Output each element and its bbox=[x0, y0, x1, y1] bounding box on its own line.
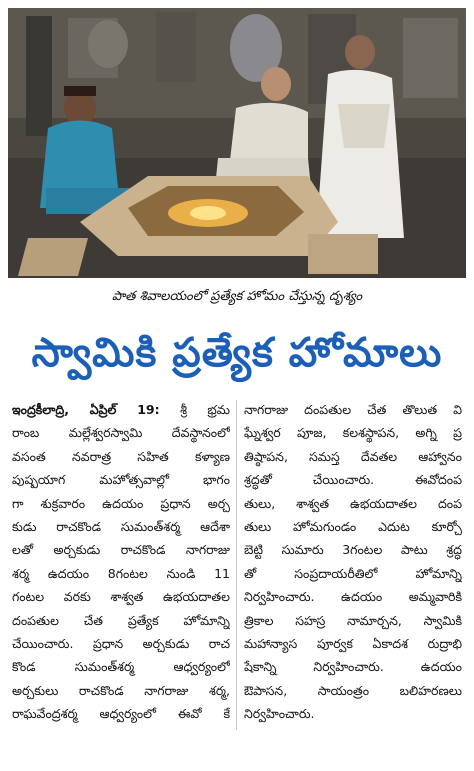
article-line: దంపతుల చేత ప్రత్యేక హోమాన్ని bbox=[12, 612, 230, 628]
article-body bbox=[12, 398, 462, 738]
article-line: తులు హోమగుండం ఎదుట కూర్చో bbox=[244, 519, 462, 535]
article-line: నిర్వహించారు. ఉదయం అమ్మవారికి bbox=[244, 589, 462, 605]
article-line: గంటల వరకు శాశ్వత ఉభయదాతల bbox=[12, 589, 230, 605]
article-line: లతో అర్చకుడు రాచకొండ నాగరాజు bbox=[12, 542, 230, 558]
article-line: నిర్వహించారు. bbox=[244, 706, 315, 722]
article-line: వసంత నవరాత్ర సహిత కళ్యాణ bbox=[12, 448, 230, 464]
article-line: శ్రద్ధతో చేయించారు. ఈవోదంప bbox=[244, 472, 462, 488]
article-line: రాఘవేంద్రశర్మ ఆధ్వర్యంలో ఈవో కే bbox=[12, 706, 230, 722]
article-line: ఘ్నేశ్వర పూజ, కలశస్థాపన, అగ్ని ప్ర bbox=[244, 425, 462, 441]
article-line: తిష్ఠాపన, సమస్త దేవతల ఆహ్వానం bbox=[244, 448, 462, 464]
article-line: షేకాన్ని నిర్వహించారు. ఉదయం bbox=[244, 659, 462, 675]
ritual-photo bbox=[8, 8, 466, 278]
article-line: నాగరాజు దంపతుల చేత తొలుత వి bbox=[244, 402, 462, 417]
article-line: తులు, శాశ్వత ఉభయదాతల దంప bbox=[244, 495, 462, 511]
article-line: అర్చకులు రాచకొండ నాగరాజు శర్మ, bbox=[12, 682, 230, 698]
headline: స్వామికి ప్రత్యేక హోమాలు bbox=[31, 330, 443, 376]
article-line: కుడు రాచకొండ సుమంత్‌శర్మ ఆదేశా bbox=[12, 519, 230, 535]
article-line: ఇంద్రకీలాద్రి, ఏప్రిల్ 19: శ్రీ భ్రమ bbox=[12, 402, 230, 417]
article-line: త్రికాల సహస్ర నామార్చన, స్వామికి bbox=[244, 612, 462, 628]
article-column-right bbox=[244, 398, 462, 738]
article-line: రాంబ మల్లేశ్వరస్వామి దేవస్థానంలో bbox=[12, 425, 230, 441]
article-line: చేయించారు. ప్రధాన అర్చకుడు రాచ bbox=[12, 636, 230, 652]
article-line: మహాన్యాస పూర్వక ఏకాదశ రుద్రాభి bbox=[244, 636, 462, 652]
article-line: తో సంప్రదాయరీతిలో హోమాన్ని bbox=[244, 565, 462, 581]
article-line: బెట్టి సుమారు 3గంటల పాటు శ్రద్ధ bbox=[244, 542, 462, 558]
ritual-photo-illustration bbox=[8, 8, 466, 278]
dateline: ఇంద్రకీలాద్రి, ఏప్రిల్ 19: bbox=[12, 402, 160, 417]
photo-caption: పాత శివాలయంలో ప్రత్యేక హోమం చేస్తున్న దృశ్యం bbox=[111, 289, 363, 304]
article-line: గా శుక్రవారం ఉదయం ప్రధాన అర్చ bbox=[12, 495, 230, 511]
article-line: పుష్పయాగ మహోత్సవాల్లో భాగం bbox=[12, 472, 230, 488]
article-line: శర్మ ఉదయం 8గంటల నుండి 11 bbox=[12, 565, 230, 581]
article-column-left bbox=[12, 398, 230, 738]
article-line: ఔపాసన, సాయంత్రం బలిహరణలు bbox=[244, 682, 462, 698]
article-line: కొండ సుమంత్‌శర్మ ఆధ్వర్యంలో bbox=[12, 659, 230, 675]
